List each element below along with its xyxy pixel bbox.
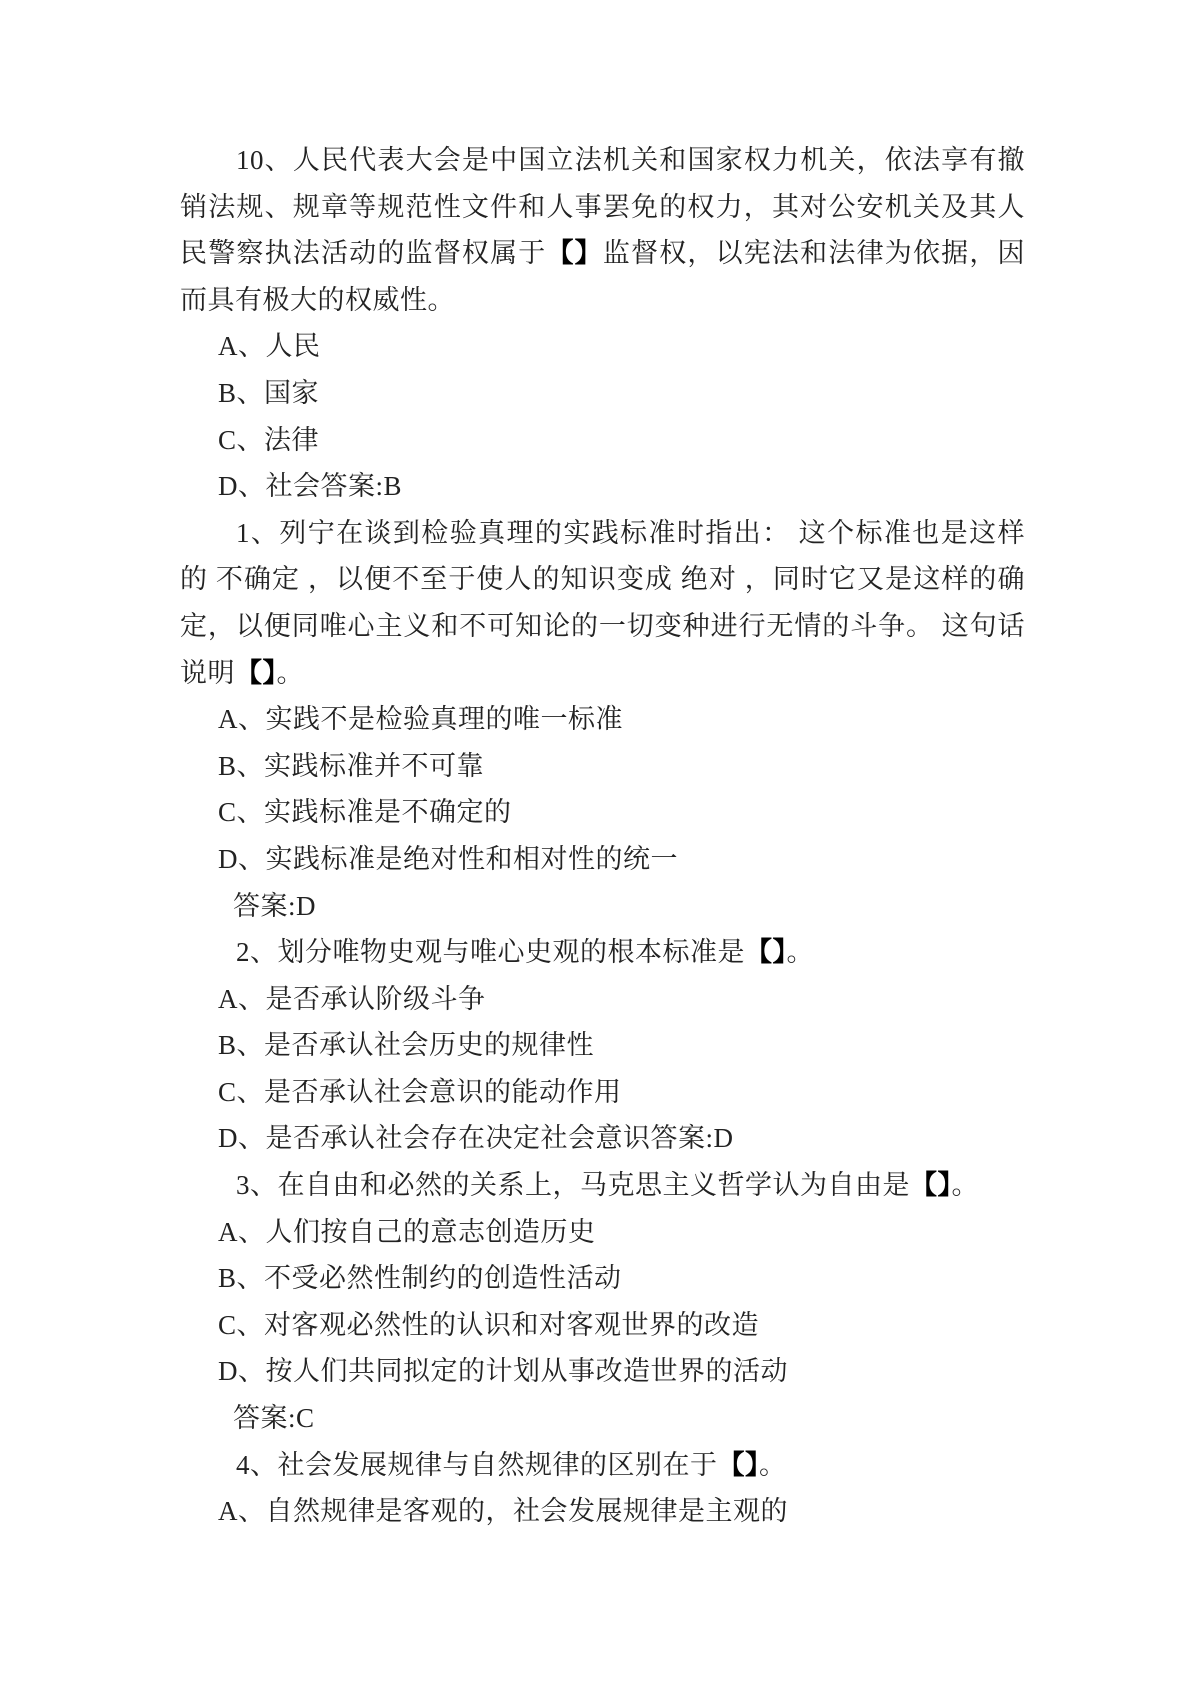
answer-line: 答案:D (233, 890, 316, 921)
option-line-c: C、法律 (218, 424, 320, 455)
question-stem-line: 4、社会发展规律与自然规律的区别在于【】。 (236, 1449, 787, 1480)
option-line-d: D、实践标准是绝对性和相对性的统一 (218, 843, 678, 874)
option-line-a: A、人们按自己的意志创造历史 (218, 1216, 596, 1247)
option-line-c: C、实践标准是不确定的 (218, 797, 512, 828)
question-stem-line: 2、划分唯物史观与唯心史观的根本标准是【】。 (236, 937, 814, 968)
option-line-a: A、是否承认阶级斗争 (218, 983, 486, 1014)
question-block-2 (180, 929, 1025, 1162)
question-block-3 (180, 1162, 1025, 1442)
option-line-b: B、实践标准并不可靠 (218, 750, 485, 781)
question-stem-line: 3、在自由和必然的关系上，马克思主义哲学认为自由是【】。 (236, 1170, 979, 1201)
option-line-d-with-answer: D、社会答案:B (218, 471, 403, 502)
question-stem-line: 民警察执法活动的监督权属于【】监督权，以宪法和法律为依据，因 (180, 238, 1026, 269)
option-line-b: B、是否承认社会历史的规律性 (218, 1030, 595, 1061)
blank-brackets: 【】 (235, 657, 277, 688)
answer-line: 答案:C (233, 1403, 315, 1434)
blank-brackets: 【】 (717, 1449, 759, 1480)
question-stem-line: 的 不确定 ，以便不至于使人的知识变成 绝对 ，同时它又是这样的确 (180, 564, 1025, 595)
option-line-a: A、人民 (218, 331, 321, 362)
blank-brackets: 【】 (546, 238, 603, 269)
option-line-c: C、是否承认社会意识的能动作用 (218, 1076, 622, 1107)
option-line-a: A、自然规律是客观的，社会发展规律是主观的 (218, 1496, 788, 1527)
blank-brackets: 【】 (910, 1170, 952, 1201)
option-line-a: A、实践不是检验真理的唯一标准 (218, 704, 623, 735)
option-line-b: B、国家 (218, 377, 320, 408)
option-line-d: D、按人们共同拟定的计划从事改造世界的活动 (218, 1356, 788, 1387)
option-line-d-with-answer: D、是否承认社会存在决定社会意识答案:D (218, 1123, 734, 1154)
question-stem-line: 说明【】。 (180, 657, 304, 688)
question-stem-line: 定，以便同唯心主义和不可知论的一切变种进行无情的斗争。 这句话 (180, 610, 1025, 641)
option-line-c: C、对客观必然性的认识和对客观世界的改造 (218, 1309, 760, 1340)
question-stem-line: 而具有极大的权威性。 (180, 284, 455, 315)
question-block-10 (180, 137, 1025, 510)
question-block-1 (180, 510, 1025, 929)
option-line-b: B、不受必然性制约的创造性活动 (218, 1263, 622, 1294)
document-page (180, 137, 1025, 1535)
question-stem-line: 销法规、规章等规范性文件和人事罢免的权力，其对公安机关及其人 (180, 191, 1025, 222)
question-block-4 (180, 1442, 1025, 1535)
blank-brackets: 【】 (745, 937, 787, 968)
question-stem-line: 1、列宁在谈到检验真理的实践标准时指出： 这个标准也是这样 (236, 517, 1025, 548)
question-stem-line: 10、人民代表大会是中国立法机关和国家权力机关，依法享有撤 (236, 145, 1025, 175)
